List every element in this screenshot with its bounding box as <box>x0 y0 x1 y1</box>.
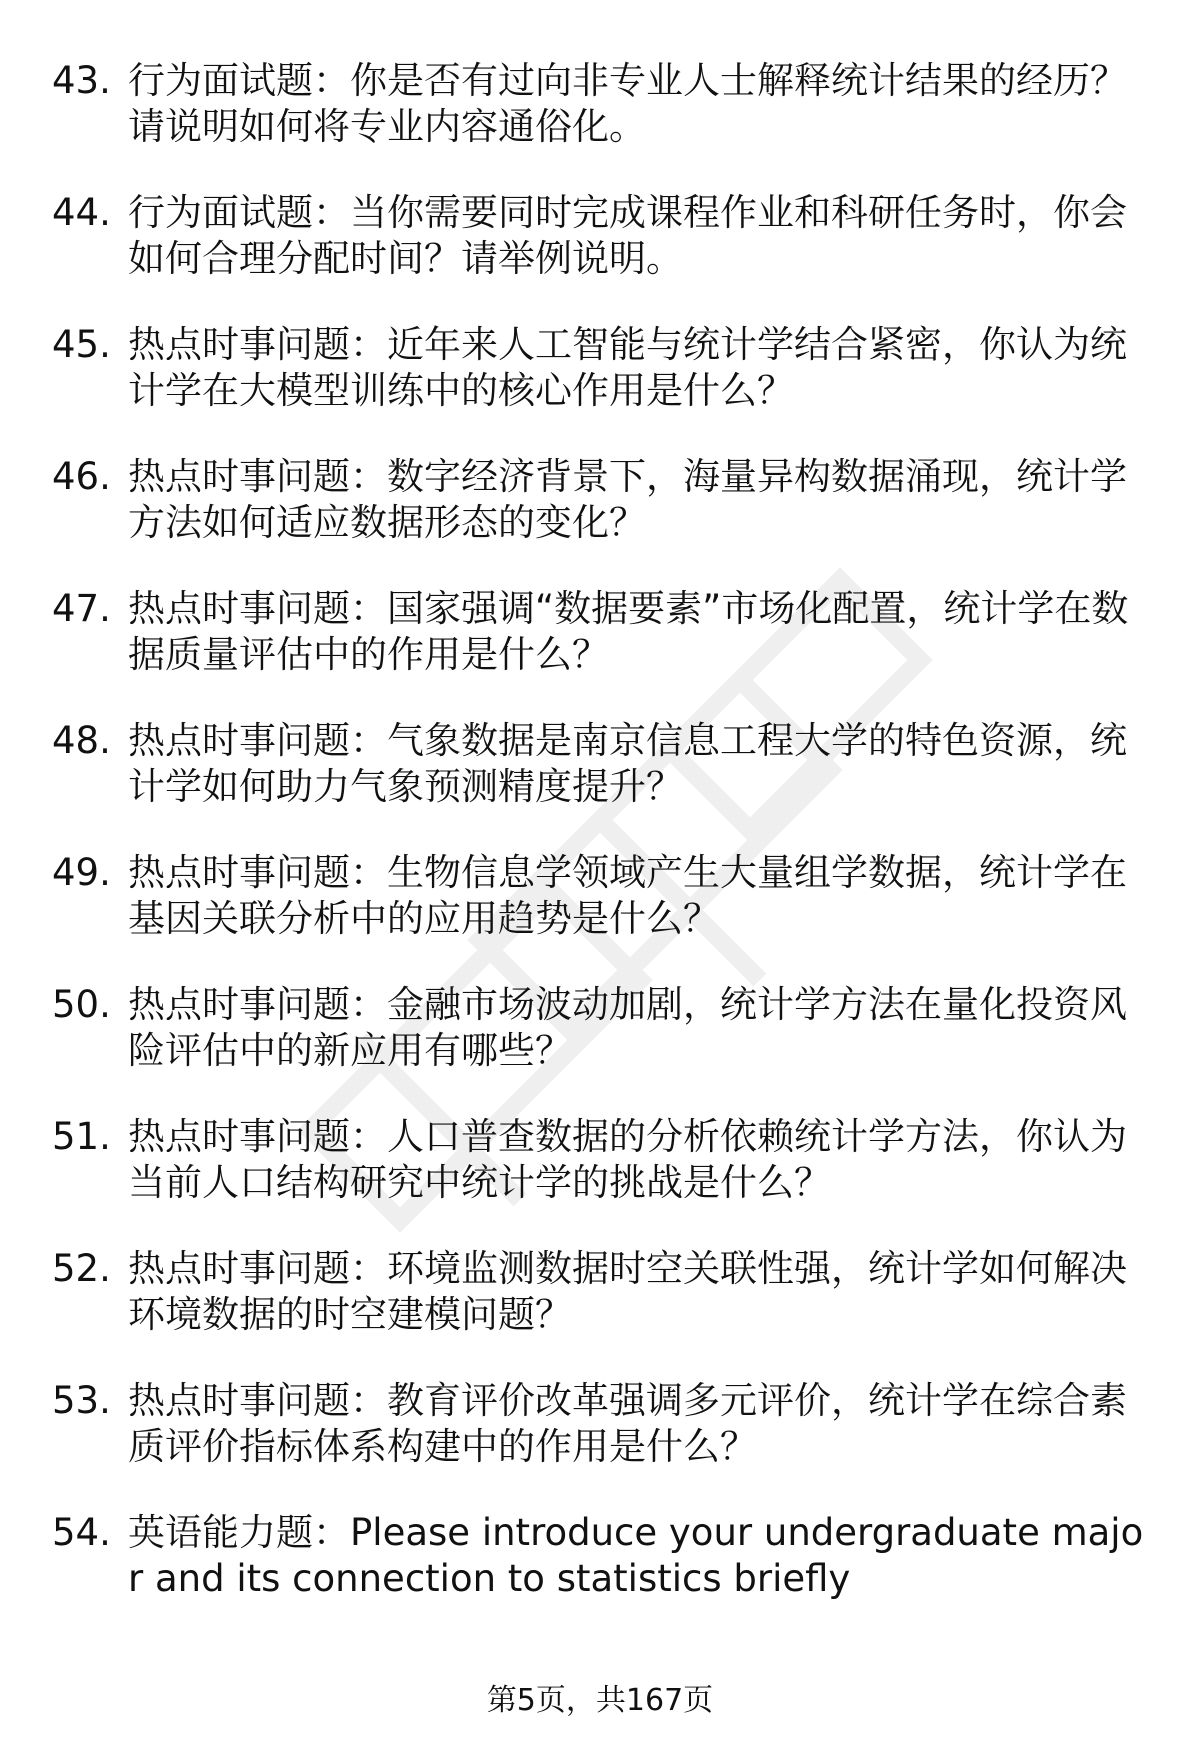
question-number: 45. <box>52 323 111 366</box>
question-list <box>52 58 1148 1642</box>
question-text: 热点时事问题：数字经济背景下，海量异构数据涌现，统计学方法如何适应数据形态的变化？ <box>128 455 1127 544</box>
question-text: 英语能力题：Please introduce your undergraduate major and its connection to statistics briefly <box>128 1511 1144 1600</box>
question-number: 51. <box>52 1115 111 1158</box>
question-number: 43. <box>52 59 111 102</box>
question-text: 热点时事问题：近年来人工智能与统计学结合紧密，你认为统计学在大模型训练中的核心作用是什么？ <box>128 323 1127 412</box>
question-number: 54. <box>52 1511 111 1554</box>
list-item <box>52 586 1148 718</box>
question-text: 行为面试题：你是否有过向非专业人士解释统计结果的经历？请说明如何将专业内容通俗化。 <box>128 59 1127 148</box>
question-text: 热点时事问题：金融市场波动加剧，统计学方法在量化投资风险评估中的新应用有哪些？ <box>128 983 1127 1072</box>
list-item <box>52 58 1148 190</box>
question-number: 52. <box>52 1247 111 1290</box>
question-text: 热点时事问题：国家强调“数据要素”市场化配置，统计学在数据质量评估中的作用是什么？ <box>128 587 1129 676</box>
list-item <box>52 1114 1148 1246</box>
list-item <box>52 190 1148 322</box>
list-item <box>52 1510 1148 1642</box>
question-text: 热点时事问题：教育评价改革强调多元评价，统计学在综合素质评价指标体系构建中的作用是什么？ <box>128 1379 1127 1468</box>
question-text: 热点时事问题：人口普查数据的分析依赖统计学方法，你认为当前人口结构研究中统计学的挑战是什么？ <box>128 1115 1127 1204</box>
page-number-footer: 第5页，共167页 <box>486 1683 714 1718</box>
list-item <box>52 850 1148 982</box>
list-item <box>52 1246 1148 1378</box>
question-number: 53. <box>52 1379 111 1422</box>
list-item <box>52 1378 1148 1510</box>
question-text: 行为面试题：当你需要同时完成课程作业和科研任务时，你会如何合理分配时间？请举例说明。 <box>128 191 1127 280</box>
question-number: 44. <box>52 191 111 234</box>
question-number: 46. <box>52 455 111 498</box>
question-number: 48. <box>52 719 111 762</box>
question-text: 热点时事问题：气象数据是南京信息工程大学的特色资源，统计学如何助力气象预测精度提升？ <box>128 719 1127 808</box>
question-number: 50. <box>52 983 111 1026</box>
list-item <box>52 982 1148 1114</box>
question-text: 热点时事问题：环境监测数据时空关联性强，统计学如何解决环境数据的时空建模问题？ <box>128 1247 1127 1336</box>
list-item <box>52 454 1148 586</box>
question-number: 49. <box>52 851 111 894</box>
list-item <box>52 718 1148 850</box>
list-item <box>52 322 1148 454</box>
question-number: 47. <box>52 587 111 630</box>
question-text: 热点时事问题：生物信息学领域产生大量组学数据，统计学在基因关联分析中的应用趋势是什么？ <box>128 851 1127 940</box>
